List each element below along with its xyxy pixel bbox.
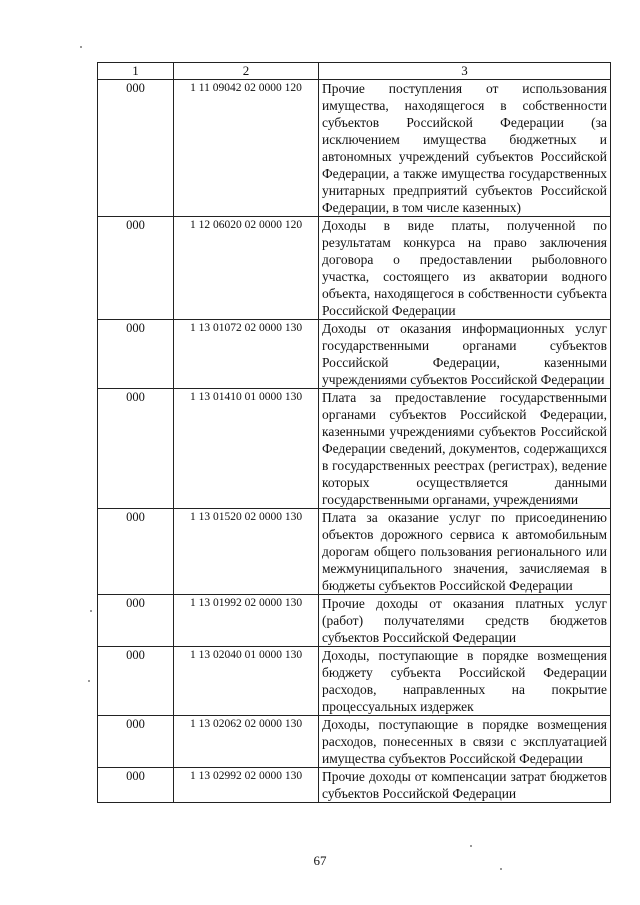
table-row	[98, 320, 611, 389]
table-header-row	[98, 63, 611, 80]
revenue-name-cell: Прочие доходы от оказания платных услуг (работ) получателями средств бюджетов субъектов Российской Федерации	[319, 595, 611, 647]
column-header-1: 1	[98, 63, 174, 80]
revenue-code-cell: 1 13 02062 02 0000 130	[174, 716, 319, 768]
scan-speck	[88, 680, 90, 682]
admin-code-cell: 000	[98, 509, 174, 595]
table-row	[98, 595, 611, 647]
revenue-code-cell: 1 12 06020 02 0000 120	[174, 217, 319, 320]
revenue-codes-table	[97, 62, 611, 803]
revenue-name-cell: Плата за оказание услуг по присоединению объектов дорожного сервиса к автомобильным дорогам общего пользования регионального или межмуниципального значения, зачисляемая в бюджеты субъектов Российской Федерации	[319, 509, 611, 595]
table-row	[98, 768, 611, 803]
revenue-name-cell: Доходы в виде платы, полученной по результатам конкурса на право заключения договора о предоставлении рыболовного участка, состоящего из акватории водного объекта, находящегося в собственности субъекта Российской Федерации	[319, 217, 611, 320]
admin-code-cell: 000	[98, 320, 174, 389]
column-header-3: 3	[319, 63, 611, 80]
scan-speck	[80, 46, 82, 48]
revenue-code-cell: 1 13 01072 02 0000 130	[174, 320, 319, 389]
scan-speck	[90, 610, 92, 612]
scan-speck	[470, 845, 472, 847]
table-row	[98, 716, 611, 768]
admin-code-cell: 000	[98, 647, 174, 716]
table-row	[98, 509, 611, 595]
revenue-code-cell: 1 11 09042 02 0000 120	[174, 80, 319, 217]
admin-code-cell: 000	[98, 768, 174, 803]
table-row	[98, 389, 611, 509]
revenue-code-cell: 1 13 02992 02 0000 130	[174, 768, 319, 803]
revenue-name-cell: Доходы от оказания информационных услуг государственными органами субъектов Российской Федерации, казенными учреждениями субъектов Российской Федерации	[319, 320, 611, 389]
table-row	[98, 80, 611, 217]
revenue-name-cell: Плата за предоставление государственными органами субъектов Российской Федерации, казенными учреждениями субъектов Российской Федерации сведений, документов, содержащихся в государственных реестрах (регистрах), ведение которых осуществляется данными государственными органами, учреждениями	[319, 389, 611, 509]
revenue-name-cell: Прочие доходы от компенсации затрат бюджетов субъектов Российской Федерации	[319, 768, 611, 803]
table-row	[98, 217, 611, 320]
revenue-name-cell: Доходы, поступающие в порядке возмещения расходов, понесенных в связи с эксплуатацией имущества субъектов Российской Федерации	[319, 716, 611, 768]
page-number: 67	[313, 853, 327, 868]
revenue-code-cell: 1 13 01520 02 0000 130	[174, 509, 319, 595]
admin-code-cell: 000	[98, 595, 174, 647]
table-row	[98, 647, 611, 716]
revenue-code-cell: 1 13 01992 02 0000 130	[174, 595, 319, 647]
admin-code-cell: 000	[98, 217, 174, 320]
admin-code-cell: 000	[98, 389, 174, 509]
revenue-code-cell: 1 13 01410 01 0000 130	[174, 389, 319, 509]
revenue-name-cell: Прочие поступления от использования имущества, находящегося в собственности субъектов Российской Федерации (за исключением имущества бюджетных и автономных учреждений субъектов Российской Федерации, а также имущества государственных унитарных предприятий субъектов Российской Федерации, в том числе казенных)	[319, 80, 611, 217]
revenue-name-cell: Доходы, поступающие в порядке возмещения бюджету субъекта Российской Федерации расходов, направленных на покрытие процессуальных издержек	[319, 647, 611, 716]
scan-speck	[500, 868, 502, 870]
admin-code-cell: 000	[98, 80, 174, 217]
revenue-code-cell: 1 13 02040 01 0000 130	[174, 647, 319, 716]
admin-code-cell: 000	[98, 716, 174, 768]
column-header-2: 2	[174, 63, 319, 80]
